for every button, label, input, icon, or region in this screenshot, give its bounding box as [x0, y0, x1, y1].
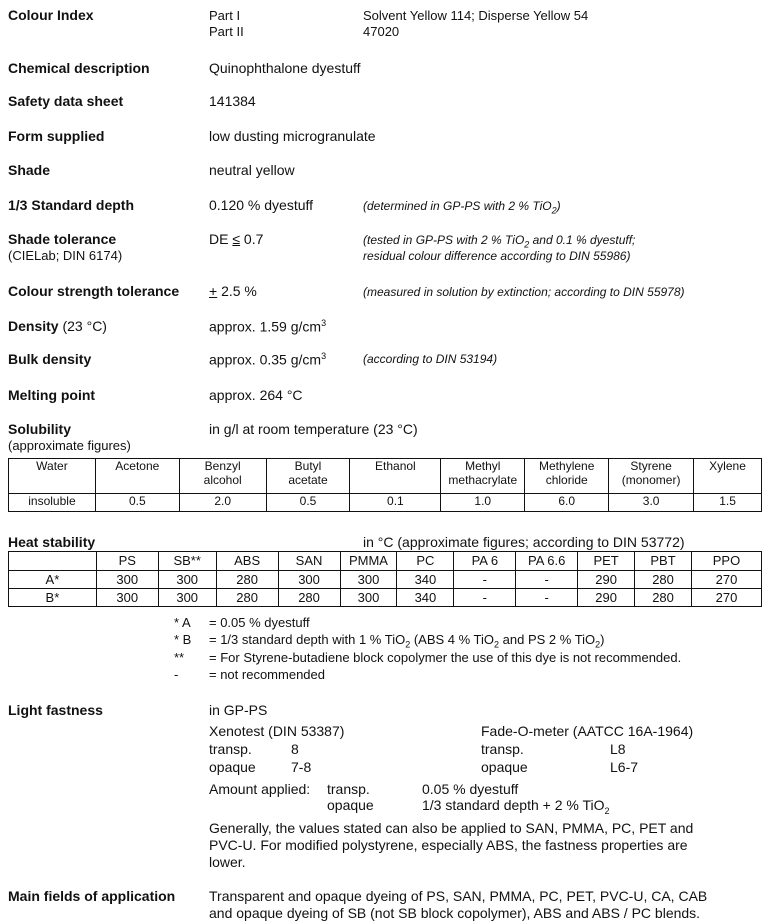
- solubility-header: Methylene chloride: [525, 459, 609, 494]
- solubility-header: Butyl acetate: [266, 459, 350, 494]
- bulk-density-note: (according to DIN 53194): [363, 352, 498, 366]
- heat-header: PS: [96, 552, 158, 571]
- heat-cell: 300: [340, 571, 397, 589]
- chemical-description-value: Quinophthalone dyestuff: [209, 60, 361, 76]
- amount-transp-label: transp.: [327, 781, 370, 797]
- xenotest-opaque-label: opaque: [209, 759, 256, 775]
- footnote-text: = 0.05 % dyestuff: [209, 615, 310, 630]
- solubility-header: Methyl methacrylate: [441, 459, 525, 494]
- heat-cell: -: [454, 571, 516, 589]
- fadeometer-title: Fade-O-meter (AATCC 16A-1964): [481, 723, 694, 739]
- strength-tolerance-note: (measured in solution by extinction; according to DIN 55978): [363, 285, 685, 299]
- heat-cell: 340: [397, 589, 454, 607]
- solubility-value: 6.0: [525, 494, 609, 512]
- shade-label: Shade: [8, 162, 51, 178]
- xenotest-transp-value: 8: [291, 741, 299, 757]
- footnote-text: = For Styrene-butadiene block copolymer the use of this dye is not recommended.: [209, 650, 682, 665]
- solubility-value: 0.5: [95, 494, 179, 512]
- shade-value: neutral yellow: [209, 162, 295, 178]
- solubility-value: insoluble: [9, 494, 96, 512]
- light-fastness-note-line: lower.: [209, 854, 246, 870]
- colour-index-label: Colour Index: [8, 7, 94, 23]
- solubility-header: Benzyl alcohol: [179, 459, 266, 494]
- main-fields-label: Main fields of application: [8, 888, 176, 904]
- standard-depth-note: (determined in GP-PS with 2 % TiO$_2$): [363, 199, 561, 216]
- shade-tolerance-label: Shade tolerance: [8, 231, 117, 247]
- strength-tolerance-label: Colour strength tolerance: [8, 283, 180, 299]
- shade-tolerance-value: DE ≤ 0.7: [209, 231, 264, 247]
- fadeometer-opaque-value: L6-7: [610, 759, 639, 775]
- main-fields-line: Transparent and opaque dyeing of PS, SAN, PMMA, PC, PET, PVC-U, CA, CAB: [209, 888, 708, 904]
- density-value: approx. 1.59 $g/cm^3$: [209, 318, 327, 335]
- xenotest-transp-label: transp.: [209, 741, 252, 757]
- solubility-header: Xylene: [694, 459, 762, 494]
- heat-header: PET: [578, 552, 635, 571]
- solubility-table: [8, 458, 762, 512]
- solubility-header: Ethanol: [350, 459, 441, 494]
- shade-tolerance-note2: residual colour difference according to DIN 55986): [363, 249, 631, 263]
- heat-cell: -: [516, 571, 578, 589]
- footnote-mark: * B: [174, 632, 192, 647]
- shade-tolerance-note1: (tested in GP-PS with 2 % TiO$_2$ and 0.1 % dyestuff;: [363, 233, 636, 250]
- safety-data-sheet-label: Safety data sheet: [8, 93, 124, 109]
- melting-point-value: approx. 264 °C: [209, 387, 303, 403]
- heat-header: PA 6.6: [516, 552, 578, 571]
- heat-header: SB**: [158, 552, 216, 571]
- heat-cell: 280: [635, 589, 692, 607]
- bulk-density-value: approx. 0.35 $g/cm^3$: [209, 351, 327, 368]
- amount-opaque-label: opaque: [327, 797, 374, 813]
- xenotest-opaque-value: 7-8: [291, 759, 312, 775]
- heat-cell: 300: [96, 571, 158, 589]
- heat-cell: A*: [9, 571, 97, 589]
- heat-stability-label: Heat stability: [8, 534, 96, 550]
- light-fastness-medium: in GP-PS: [209, 702, 268, 718]
- safety-data-sheet-value: 141384: [209, 93, 256, 109]
- heat-cell: 280: [216, 571, 278, 589]
- heat-cell: 300: [340, 589, 397, 607]
- solubility-sublabel: (approximate figures): [8, 438, 131, 453]
- heat-header: PMMA: [340, 552, 397, 571]
- density-label: Density (23 °C): [8, 318, 107, 334]
- heat-stability-table: [8, 551, 762, 607]
- form-supplied-value: low dusting microgranulate: [209, 128, 376, 144]
- footnote-mark: * A: [174, 615, 191, 630]
- heat-cell: -: [516, 589, 578, 607]
- heat-cell: 300: [278, 571, 340, 589]
- fadeometer-transp-label: transp.: [481, 741, 524, 757]
- solubility-value: 1.5: [694, 494, 762, 512]
- light-fastness-note-line: Generally, the values stated can also be applied to SAN, PMMA, PC, PET and: [209, 820, 694, 836]
- solubility-header: Acetone: [95, 459, 179, 494]
- heat-cell: 300: [158, 571, 216, 589]
- heat-cell: 270: [692, 571, 762, 589]
- heat-header: PC: [397, 552, 454, 571]
- fadeometer-transp-value: L8: [610, 741, 626, 757]
- amount-opaque-value: 1/3 standard depth + 2 % TiO$_2$: [422, 797, 610, 816]
- heat-header: PA 6: [454, 552, 516, 571]
- footnote-mark: -: [174, 667, 179, 682]
- solubility-label: Solubility: [8, 421, 71, 437]
- light-fastness-label: Light fastness: [8, 702, 103, 718]
- solubility-value: 2.0: [179, 494, 266, 512]
- heat-cell: 280: [278, 589, 340, 607]
- colour-index-value1: Solvent Yellow 114; Disperse Yellow 54: [363, 8, 589, 23]
- heat-header: PPO: [692, 552, 762, 571]
- bulk-density-label: Bulk density: [8, 351, 92, 367]
- chemical-description-label: Chemical description: [8, 60, 150, 76]
- amount-transp-value: 0.05 % dyestuff: [422, 781, 519, 797]
- colour-index-value2: 47020: [363, 24, 400, 39]
- fadeometer-opaque-label: opaque: [481, 759, 528, 775]
- heat-header: [9, 552, 97, 571]
- footnote-text: = not recommended: [209, 667, 325, 682]
- heat-cell: 270: [692, 589, 762, 607]
- melting-point-label: Melting point: [8, 387, 96, 403]
- strength-tolerance-value: + 2.5 %: [209, 283, 257, 299]
- xenotest-title: Xenotest (DIN 53387): [209, 723, 345, 739]
- colour-index-part2: Part II: [209, 24, 244, 39]
- heat-cell: 290: [578, 589, 635, 607]
- heat-cell: 290: [578, 571, 635, 589]
- solubility-header: Styrene (monomer): [609, 459, 694, 494]
- solubility-unit: in g/l at room temperature (23 °C): [209, 421, 418, 437]
- standard-depth-value: 0.120 % dyestuff: [209, 197, 314, 213]
- heat-header: ABS: [216, 552, 278, 571]
- solubility-value: 1.0: [441, 494, 525, 512]
- heat-cell: 280: [635, 571, 692, 589]
- heat-cell: -: [454, 589, 516, 607]
- heat-stability-unit: in °C (approximate figures; according to DIN 53772): [363, 534, 685, 550]
- heat-header: SAN: [278, 552, 340, 571]
- standard-depth-label: 1/3 Standard depth: [8, 197, 135, 213]
- heat-cell: 300: [158, 589, 216, 607]
- footnote-mark: **: [174, 650, 185, 665]
- amount-applied-label: Amount applied:: [209, 781, 311, 797]
- heat-cell: 300: [96, 589, 158, 607]
- solubility-value: 3.0: [609, 494, 694, 512]
- shade-tolerance-sublabel: (CIELab; DIN 6174): [8, 248, 123, 263]
- heat-cell: 280: [216, 589, 278, 607]
- solubility-header: Water: [9, 459, 96, 494]
- colour-index-part1: Part I: [209, 8, 241, 23]
- main-fields-line: and opaque dyeing of SB (not SB block copolymer), ABS and ABS / PC blends.: [209, 905, 701, 921]
- light-fastness-note-line: PVC-U. For modified polystyrene, especially ABS, the fastness properties are: [209, 837, 688, 853]
- solubility-value: 0.5: [266, 494, 350, 512]
- footnote-text: = 1/3 standard depth with 1 % TiO$_2$ (ABS 4 % TiO$_2$ and PS 2 % TiO$_2$): [209, 632, 605, 650]
- heat-header: PBT: [635, 552, 692, 571]
- form-supplied-label: Form supplied: [8, 128, 105, 144]
- heat-cell: 340: [397, 571, 454, 589]
- heat-cell: B*: [9, 589, 97, 607]
- solubility-value: 0.1: [350, 494, 441, 512]
